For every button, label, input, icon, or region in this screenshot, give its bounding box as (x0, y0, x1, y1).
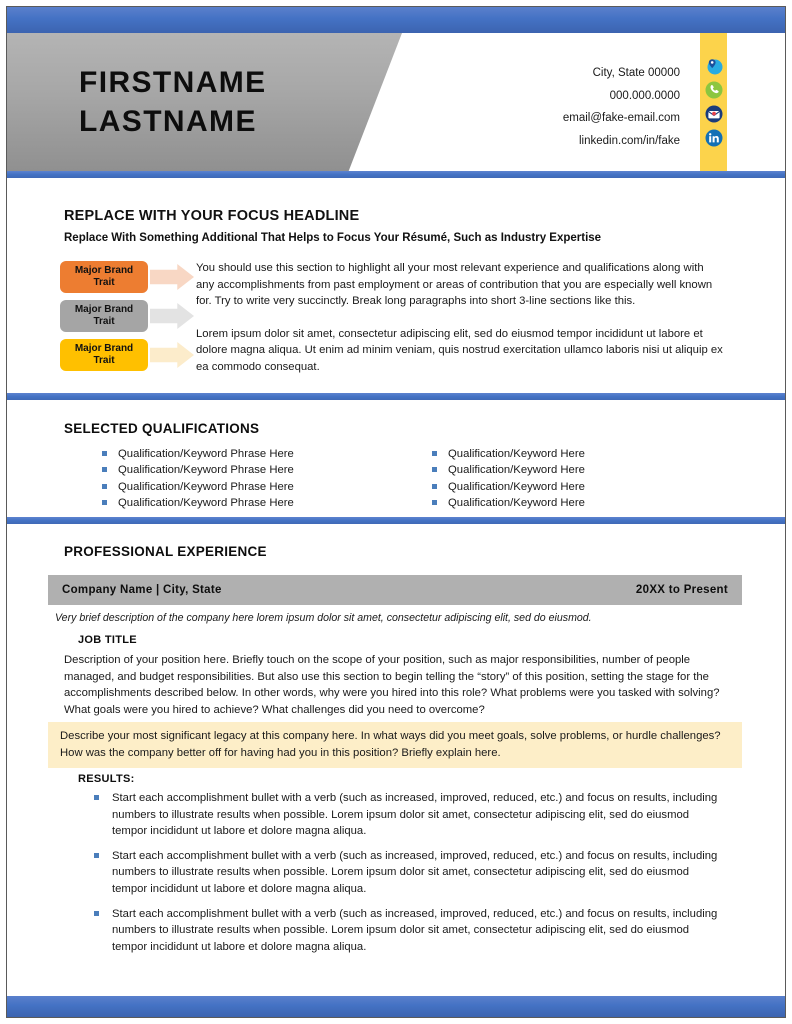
results-label: RESULTS: (78, 773, 135, 785)
focus-headline: REPLACE WITH YOUR FOCUS HEADLINE (64, 208, 360, 224)
focus-summary-text (196, 260, 724, 392)
location-pin-icon[interactable] (705, 57, 723, 75)
bottom-accent-bar (7, 996, 785, 1017)
list-item (394, 479, 724, 495)
result-text: Start each accomplishment bullet with a verb (such as increased, improved, reduced, etc.) and focus on results, including numbers to illustrate results when possible. Lorem ipsum dolor sit amet, consectetur adipiscing elit, sed do eiusmod tempor incididunt ut labore et dolore magna aliqua. (112, 792, 718, 838)
brand-trait-arrow-icon (150, 264, 194, 290)
social-icon-strip (700, 33, 727, 171)
square-bullet-icon (102, 467, 107, 472)
square-bullet-icon (102, 484, 107, 489)
square-bullet-icon (432, 451, 437, 456)
top-accent-bar (7, 7, 785, 33)
square-bullet-icon (432, 484, 437, 489)
contact-location[interactable]: City, State 00000 (592, 67, 680, 79)
qualifications-columns (64, 446, 724, 511)
company-header-bar (48, 575, 742, 605)
phone-icon[interactable] (705, 81, 723, 99)
focus-paragraph: You should use this section to highlight all your most relevant experience and qualifications along with any accomplishments from past employment or areas of contribution that you are especially well known for. Try to write very succinctly. Break long paragraphs into short 3-line sections like this. (196, 262, 713, 308)
job-title: JOB TITLE (78, 634, 137, 646)
linkedin-icon[interactable] (705, 129, 723, 147)
square-bullet-icon (102, 500, 107, 505)
experience-title: PROFESSIONAL EXPERIENCE (64, 544, 267, 559)
divider-before-qualifications (7, 393, 785, 400)
qualification-text: Qualification/Keyword Phrase Here (118, 496, 294, 509)
company-name: Company Name | City, State (62, 584, 222, 596)
brand-trait-pill[interactable]: Major Brand Trait (60, 261, 148, 293)
result-text: Start each accomplishment bullet with a verb (such as increased, improved, reduced, etc.) and focus on results, including numbers to illustrate results when possible. Lorem ipsum dolor sit amet, consectetur adipiscing elit, sed do eiusmod tempor incididunt ut labore et dolore magna aliqua. (112, 849, 718, 895)
contact-linkedin[interactable]: linkedin.com/in/fake (579, 134, 680, 147)
legacy-highlight-box: Describe your most significant legacy at this company here. In what ways did you meet goals, solve problems, or hurdle challenges? How was the company better off for having had you in this position? Briefly explain here. (48, 722, 742, 768)
focus-subheadline: Replace With Something Additional That Helps to Focus Your Résumé, Such as Industry Expertise (64, 232, 602, 244)
qualification-text: Qualification/Keyword Phrase Here (118, 448, 294, 460)
first-name: FIRSTNAME (79, 66, 267, 99)
list-item (394, 462, 724, 478)
brand-trait-row (60, 300, 200, 332)
list-item (64, 790, 726, 840)
list-item (394, 495, 724, 511)
list-item (64, 495, 394, 511)
company-description: Very brief description of the company here lorem ipsum dolor sit amet, consectetur adipiscing elit, sed do eiusmod. (55, 612, 592, 624)
brand-trait-row (60, 261, 200, 293)
brand-trait-arrow-icon (150, 303, 194, 329)
square-bullet-icon (94, 911, 99, 916)
divider-after-header (7, 171, 785, 178)
list-item (64, 446, 394, 462)
brand-trait-row (60, 339, 200, 371)
square-bullet-icon (432, 500, 437, 505)
brand-trait-pill[interactable]: Major Brand Trait (60, 339, 148, 371)
qualifications-title: SELECTED QUALIFICATIONS (64, 421, 260, 436)
list-item (64, 848, 726, 898)
qualification-text: Qualification/Keyword Here (448, 496, 585, 509)
email-icon[interactable] (705, 105, 723, 123)
result-text: Start each accomplishment bullet with a verb (such as increased, improved, reduced, etc.) and focus on results, including numbers to illustrate results when possible. Lorem ipsum dolor sit amet, consectetur adipiscing elit, sed do eiusmod tempor incididunt ut labore et dolore magna aliqua. (112, 907, 718, 953)
brand-trait-pill[interactable]: Major Brand Trait (60, 300, 148, 332)
contact-email[interactable]: email@fake-email.com (562, 112, 680, 124)
square-bullet-icon (102, 451, 107, 456)
qualification-text: Qualification/Keyword Here (448, 480, 585, 493)
qualifications-right-column (394, 446, 724, 511)
divider-before-experience (7, 517, 785, 524)
qualification-text: Qualification/Keyword Here (448, 448, 585, 460)
brand-traits-list (60, 261, 200, 378)
header-band (7, 33, 785, 171)
contact-block (563, 62, 680, 152)
results-list (64, 790, 726, 963)
list-item (64, 479, 394, 495)
list-item (394, 446, 724, 462)
last-name: LASTNAME (79, 105, 257, 138)
list-item (64, 906, 726, 956)
brand-trait-arrow-icon (150, 342, 194, 368)
company-dates: 20XX to Present (635, 584, 728, 596)
list-item (64, 462, 394, 478)
qualification-text: Qualification/Keyword Phrase Here (118, 480, 294, 493)
name-block (79, 63, 379, 141)
contact-phone[interactable]: 000.000.0000 (609, 89, 680, 102)
job-description: Description of your position here. Briefly touch on the scope of your position, such as major responsibilities, number of people managed, and budget responsibilities. But also use this section to begin telling the “story” of this position, setting the stage for the accomplishments described below. In other words, why were you hired into this role? What problems were you tasked with solving? What goals were you hired to achieve? What challenges did you need to overcome? (64, 654, 720, 716)
qualifications-left-column (64, 446, 394, 511)
focus-paragraph: Lorem ipsum dolor sit amet, consectetur adipiscing elit, sed do eiusmod tempor incididunt ut labore et dolore magna aliqua. Ut enim ad minim veniam, quis nostrud exercitation ullamco laboris nisi ut aliquip ex ea commodo consequat. (196, 327, 723, 373)
square-bullet-icon (94, 795, 99, 800)
square-bullet-icon (432, 467, 437, 472)
square-bullet-icon (94, 853, 99, 858)
qualification-text: Qualification/Keyword Here (448, 464, 585, 477)
qualification-text: Qualification/Keyword Phrase Here (118, 464, 294, 477)
